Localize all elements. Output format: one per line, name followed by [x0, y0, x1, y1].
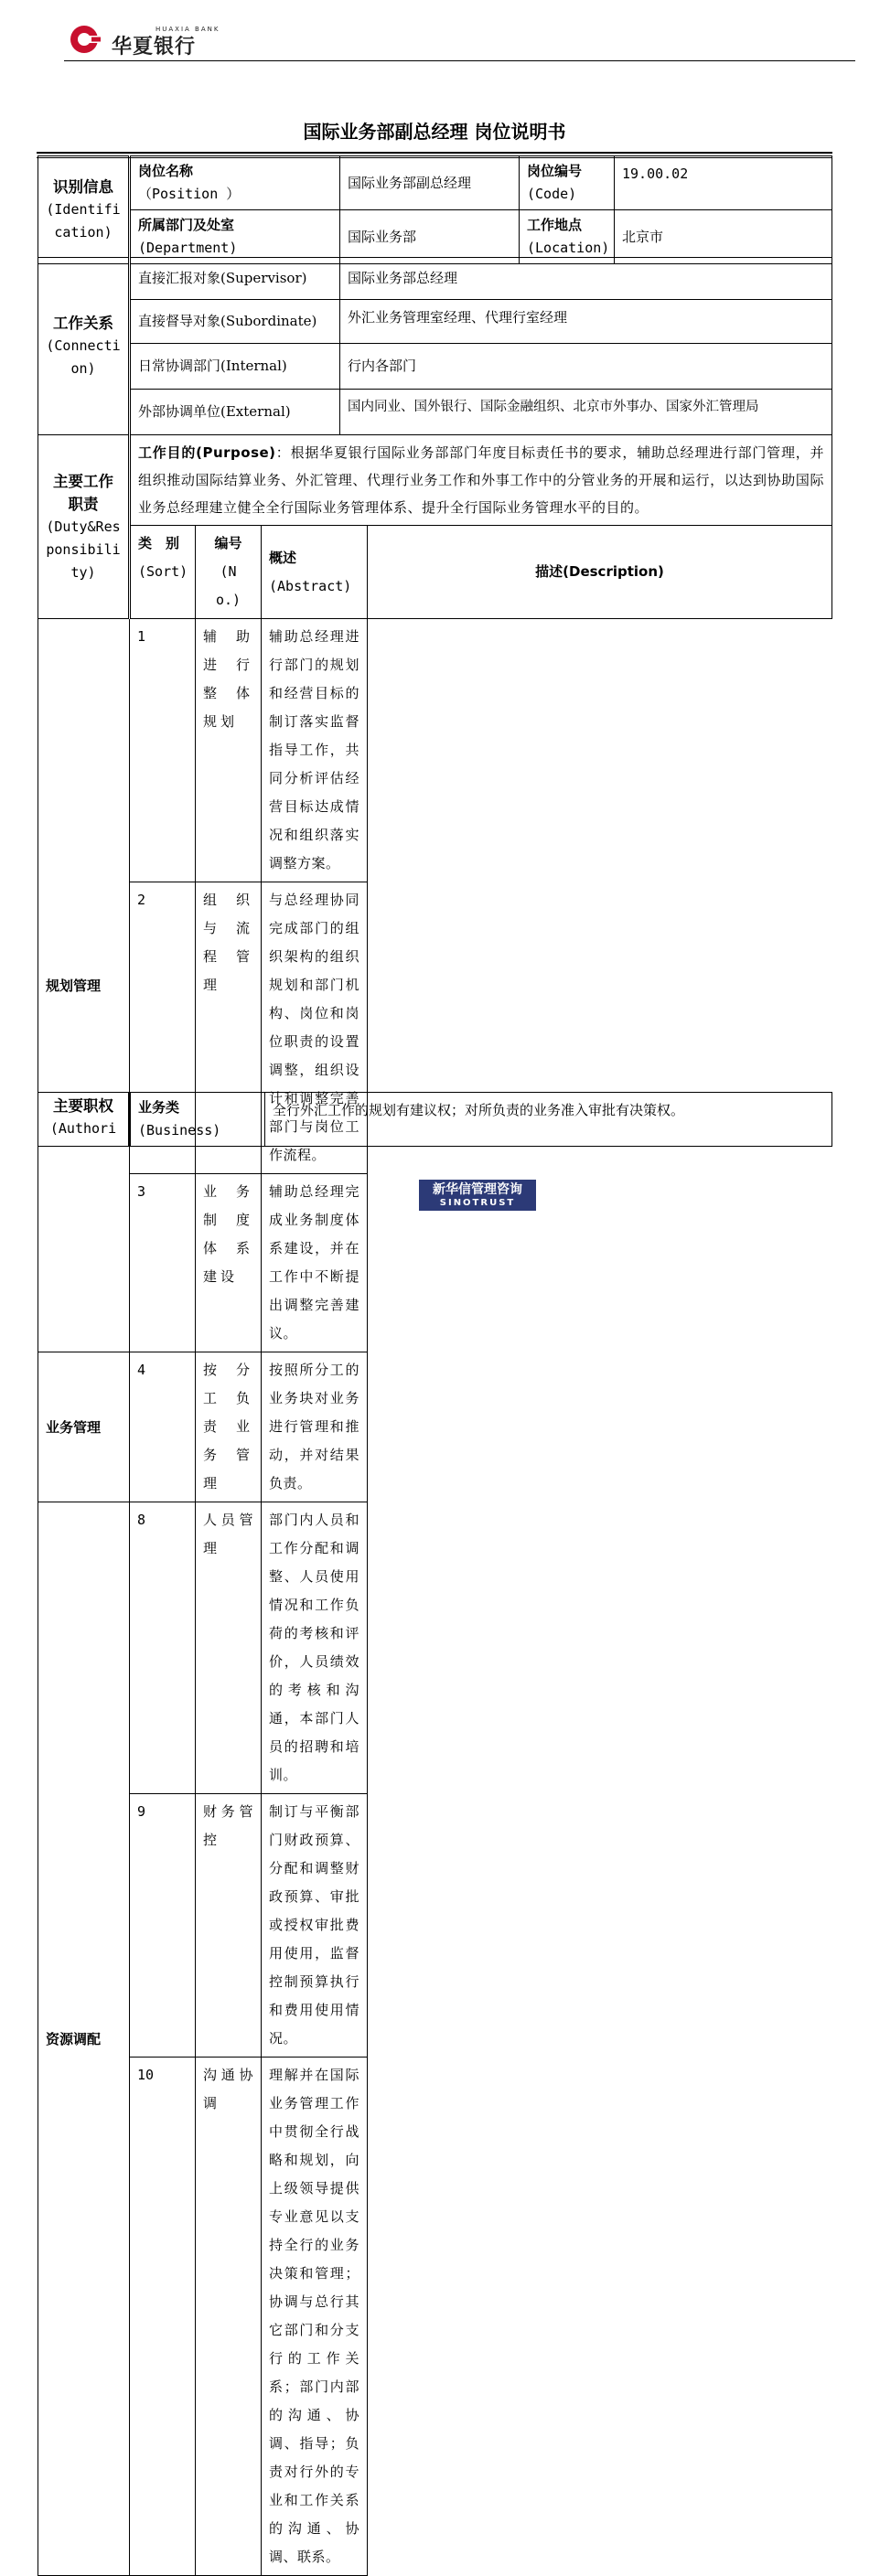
duty-desc-cell: 辅助总经理进行部门的规划和经营目标的制订落实监督指导工作，共同分析评估经营目标达成情况和组织落实调整方案。 [262, 619, 368, 882]
duty-sort-cell: 资源调配 [38, 1502, 130, 2576]
duty-sort-cell: 业务管理 [38, 1352, 130, 1502]
duty-desc-cell: 理解并在国际业务管理工作中贯彻全行战略和规划，向上级领导提供专业意见以支持全行的业务决策和管理；协调与总行其它部门和分支行的工作关系；部门内部的沟通、协调、指导；负责对行外的专业和工作关系的沟通、协调、联系。 [262, 2058, 368, 2576]
col-abstract-header: 概述 (Abstract) [262, 526, 368, 619]
subordinate-value: 外汇业务管理室经理、代理行室经理 [340, 300, 832, 344]
duty-abstract-cell: 财务管控 [196, 1794, 262, 2058]
internal-label: 日常协调部门(Internal) [130, 344, 340, 390]
col-sort-header: 类 别 (Sort) [130, 526, 196, 619]
col-no-header: 编号 (No.) [196, 526, 262, 619]
location-label: 工作地点 (Location) [520, 210, 615, 264]
duty-desc-cell: 部门内人员和工作分配和调整、人员使用情况和工作负荷的考核和评价，人员绩效的考核和沟通，本部门人员的招聘和培训。 [262, 1502, 368, 1794]
duty-abstract-cell: 按分工负责业务管理 [196, 1352, 262, 1502]
page-header [64, 20, 855, 61]
duty-abstract-cell: 业务制度体系建设 [196, 1174, 262, 1352]
code-label: 岗位编号 (Code) [520, 156, 615, 210]
purpose-text: ：根据华夏银行国际业务部部门年度目标责任书的要求，辅助总经理进行部门管理，并组织推动国际结算业务、外汇管理、代理行业务工作和外事工作中的分管业务的开展和运行，以达到协助国际业务总经理建立健全全行国际业务管理体系、提升全行国际业务管理水平的目的。 [138, 444, 825, 516]
duty-body [38, 619, 832, 2576]
footer-brand-en: SINOTRUST [439, 1198, 516, 1208]
huaxia-logo-icon [64, 22, 104, 57]
location-value: 北京市 [615, 210, 832, 264]
department-label: 所属部门及处室 (Department) [130, 210, 340, 264]
duty-no-cell: 8 [130, 1502, 196, 1794]
department-value: 国际业务部 [340, 210, 520, 264]
external-label: 外部协调单位(External) [130, 390, 340, 435]
duty-row [38, 619, 832, 882]
duty-abstract-cell: 组织与流程管理 [196, 882, 262, 1174]
duty-no-cell: 9 [130, 1794, 196, 2058]
sinotrust-logo [419, 1180, 536, 1211]
subordinate-label: 直接督导对象(Subordinate) [130, 300, 340, 344]
duty-desc-cell: 制订与平衡部门财政预算、分配和调整财政预算、审批或授权审批费用使用，监督控制预算执行和费用使用情况。 [262, 1794, 368, 2058]
code-value: 19.00.02 [615, 156, 832, 210]
duty-no-cell: 2 [130, 882, 196, 1174]
identification-section-label: 识别信息 (Identification) [38, 156, 130, 264]
duty-no-cell: 10 [130, 2058, 196, 2576]
brand-name-cn: 华夏银行 [112, 36, 197, 59]
page-title: 国际业务部副总经理 岗位说明书 [303, 121, 566, 143]
duty-row [38, 1794, 832, 2058]
position-value: 国际业务部副总经理 [340, 156, 520, 210]
duty-row [38, 1352, 832, 1502]
duty-abstract-cell: 辅助进行整体规划 [196, 619, 262, 882]
duty-table [38, 434, 832, 2576]
identification-table [38, 155, 832, 264]
external-value: 国内同业、国外银行、国际金融组织、北京市外事办、国家外汇管理局 [340, 390, 832, 435]
connection-table [38, 257, 832, 435]
duty-abstract-cell: 人员管理 [196, 1502, 262, 1794]
purpose-label: 工作目的(Purpose) [138, 444, 276, 461]
position-label: 岗位名称 （Position ） [130, 156, 340, 210]
duty-abstract-cell: 沟通协调 [196, 2058, 262, 2576]
brand-name-en: HUAXIA BANK [156, 26, 220, 33]
supervisor-value: 国际业务部总经理 [340, 258, 832, 300]
duty-no-cell: 3 [130, 1174, 196, 1352]
duty-no-cell: 1 [130, 619, 196, 882]
purpose-cell [130, 435, 832, 526]
connection-section-label: 工作关系 (Connection) [38, 258, 130, 435]
authority-section-label: 主要职权 (Authori [38, 1093, 130, 1147]
duty-no-cell: 4 [130, 1352, 196, 1502]
authority-category: 业务类 (Business) [130, 1093, 265, 1147]
duty-header-row [38, 526, 832, 619]
duty-sort-cell: 规划管理 [38, 619, 130, 1352]
duty-row [38, 2058, 832, 2576]
duty-row [38, 1502, 832, 1794]
duty-section-label: 主要工作职责 (Duty&Responsibility) [38, 435, 130, 619]
duty-desc-cell: 按照所分工的业务块对业务进行管理和推动，并对结果负责。 [262, 1352, 368, 1502]
authority-table [38, 1092, 832, 1147]
footer-brand-cn: 新华信管理咨询 [433, 1182, 522, 1197]
internal-value: 行内各部门 [340, 344, 832, 390]
duty-desc-cell: 与总经理协同完成部门的组织架构的组织规划和部门机构、岗位和岗位职责的设置调整，组织设计和调整完善部门与岗位工作流程。 [262, 882, 368, 1174]
duty-desc-cell: 辅助总经理完成业务制度体系建设，并在工作中不断提出调整完善建议。 [262, 1174, 368, 1352]
supervisor-label: 直接汇报对象(Supervisor) [130, 258, 340, 300]
col-desc-header: 描述(Description) [368, 526, 832, 619]
authority-text: 全行外汇工作的规划有建议权；对所负责的业务准入审批有决策权。 [265, 1093, 832, 1147]
